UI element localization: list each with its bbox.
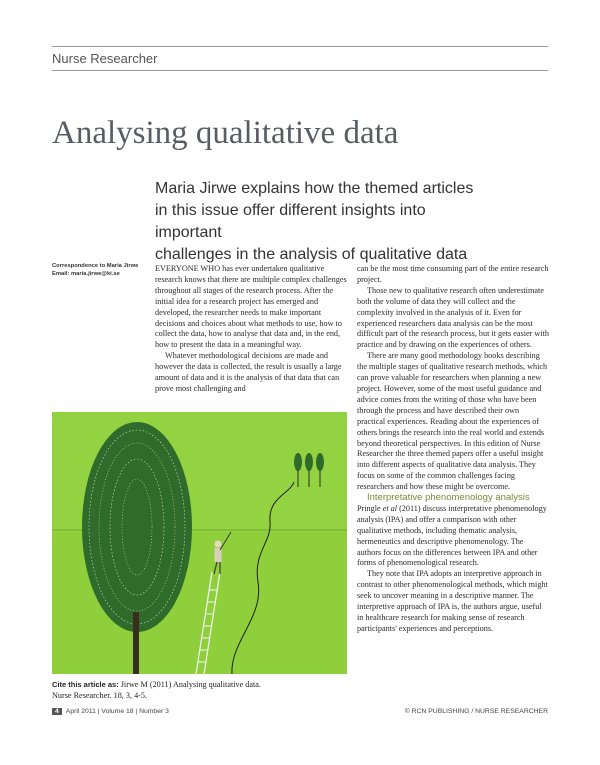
tree-canopy bbox=[82, 422, 192, 632]
paragraph: EVERYONE WHO has ever undertaken qualitative research knows that there are multiple complex challenges throughout all stages of the research process. After the initial idea for a research project has emerged and developed, the researcher needs to make important decisions and choices about what methods to use, how to collect the data, how to analyse that data and, in the end, how to present the data in a meaningful way. bbox=[155, 264, 347, 350]
paragraph: can be the most time consuming part of the entire research project. bbox=[357, 264, 549, 284]
standfirst-line: in this issue offer different insights into important bbox=[155, 202, 426, 241]
paragraph bbox=[357, 504, 549, 569]
standfirst-line: challenges in the analysis of qualitative data bbox=[155, 246, 468, 263]
paragraph: Those new to qualitative research often underestimate both the volume of data they will collect and the complexity involved in the analysis of it. Even for experienced researchers data analysis can be the most difficult part of the research process, but it gets easier with practice and by drawing on the experiences of others. bbox=[357, 285, 549, 350]
section-heading: Interpretative phenomenology analysis bbox=[367, 492, 530, 504]
illustration-svg bbox=[52, 412, 347, 674]
footer-copyright: © RCN PUBLISHING / NURSE RESEARCHER bbox=[404, 708, 548, 715]
paragraph: Whatever methodological decisions are made and however the data is collected, the result is usually a large amount of data and it is the analysis of that data that can prove most challenging and bbox=[155, 351, 342, 393]
small-tree bbox=[316, 453, 324, 471]
pringle-name: Pringle bbox=[357, 503, 383, 513]
body-column-1 bbox=[155, 264, 347, 395]
et-al: et al bbox=[382, 503, 398, 513]
header-rule-top bbox=[52, 46, 548, 47]
standfirst-line: Maria Jirwe explains how the themed articles bbox=[155, 180, 474, 197]
citation-line-1 bbox=[52, 680, 347, 691]
correspondence bbox=[52, 262, 150, 278]
journal-name: Nurse Researcher bbox=[52, 51, 158, 66]
correspondence-email: Email: maria.jirwe@ki.se bbox=[52, 271, 120, 277]
standfirst bbox=[155, 178, 495, 266]
tree-trunk bbox=[133, 612, 139, 674]
header-rule-bottom bbox=[52, 70, 548, 71]
pringle-text: (2011) discuss interpretative phenomenology analysis (IPA) and offer a comparison with other qualitative methods, including thematic analysis, hermeneutics and descriptive phenomenology. The authors focus on the differences between IPA and other forms of phenomenological research. bbox=[357, 503, 547, 568]
paragraph: There are many good methodology books describing the multiple stages of qualitative research methods, which can prove valuable for researchers when planning a new project. However, some of the most useful guidance and advice comes from the writing of those who have been through the process and have described their own practical experiences. Reading about the experiences of others brings the research into the real world and extends beyond theoretical perspectives. In this edition of Nurse Researcher the three themed papers offer a useful insight into different aspects of qualitative data analysis. They focus on some of the common challenges facing researchers and how these might be overcome. bbox=[357, 351, 548, 492]
page-number: 4 bbox=[52, 708, 62, 715]
footer-issue: April 2011 | Volume 18 | Number 3 bbox=[65, 708, 169, 715]
citation bbox=[52, 680, 347, 702]
citation-label: Cite this article as: bbox=[52, 680, 119, 689]
paragraph: They note that IPA adopts an interpretive approach in contrast to other phenomenological methods, which might seek to uncover meaning in a descriptive manner. The interpretive approach of IPA is, the authors argue, useful in healthcare research for making sense of research participants' experiences and perceptions. bbox=[357, 569, 548, 633]
illustration bbox=[52, 412, 347, 674]
figure-head bbox=[215, 541, 222, 548]
correspondence-name: Correspondence to Maria Jirwe bbox=[52, 263, 139, 269]
small-tree bbox=[305, 453, 313, 471]
footer bbox=[52, 708, 548, 718]
citation-text: Jirwe M (2011) Analysing qualitative data. bbox=[118, 680, 261, 689]
citation-line-2: Nurse Researcher. 18, 3, 4-5. bbox=[52, 690, 148, 700]
body-column-2 bbox=[357, 264, 549, 635]
article-title: Analysing qualitative data bbox=[52, 115, 399, 151]
small-tree bbox=[294, 453, 302, 471]
small-trees bbox=[294, 453, 324, 487]
